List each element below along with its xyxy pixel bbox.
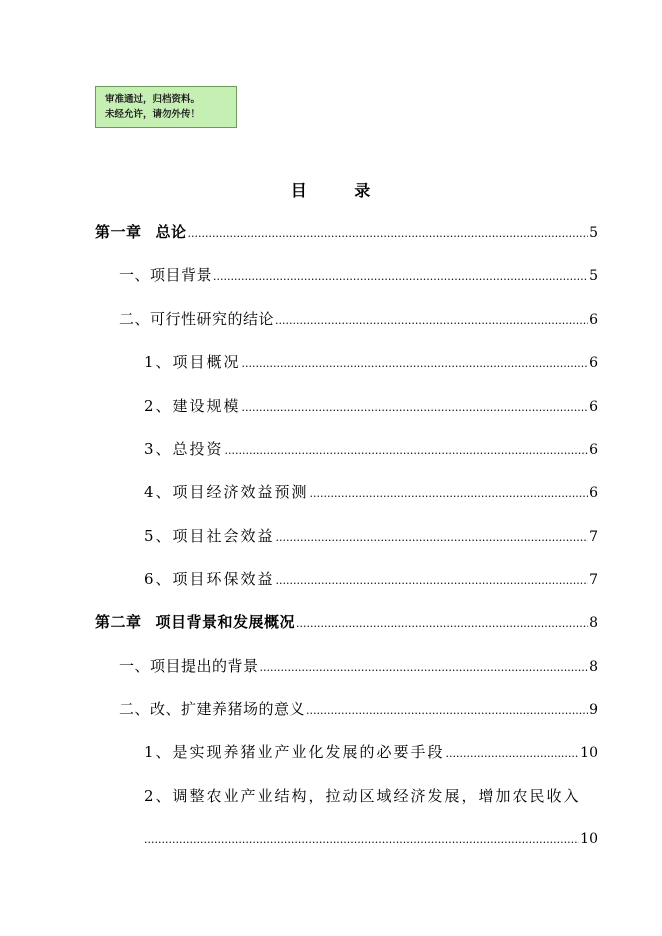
- toc-entry-label: 1、是实现养猪业产业化发展的必要手段: [144, 743, 445, 761]
- toc-page-number: 5: [589, 268, 598, 284]
- toc-entry-label-wrapped[interactable]: 2、调整农业产业结构，拉动区域经济发展，增加农民收入: [144, 787, 581, 805]
- toc-entry-chapter-2[interactable]: [95, 610, 598, 634]
- toc-page-number: 8: [589, 659, 598, 675]
- toc-title: [0, 178, 662, 201]
- toc-leader-dots: [242, 396, 589, 420]
- toc-leader-dots: [260, 656, 589, 680]
- toc-entry-label: 6、项目环保效益: [144, 570, 275, 588]
- toc-leader-dots: [188, 222, 589, 246]
- toc-entry-section[interactable]: [119, 697, 598, 721]
- toc-entry-label: 第二章 项目背景和发展概况: [95, 613, 296, 631]
- toc-entry-label: 一、项目提出的背景: [119, 657, 259, 675]
- toc-entry-subsection[interactable]: [144, 394, 598, 418]
- toc-page-number: 8: [589, 615, 598, 631]
- toc-leader-dots: [310, 482, 589, 506]
- toc-leader-dots: [242, 352, 589, 376]
- toc-title-char-2: 录: [354, 181, 372, 200]
- toc-entry-section[interactable]: [119, 307, 598, 331]
- toc-entry-section[interactable]: [119, 654, 598, 678]
- toc-entry-label: 5、项目社会效益: [144, 527, 275, 545]
- toc-entry-subsection[interactable]: [144, 524, 598, 548]
- toc-page-number: 7: [589, 529, 598, 545]
- toc-leader-dots: [276, 526, 589, 550]
- toc-entry-subsection[interactable]: [144, 740, 598, 764]
- toc-entry-label: 一、项目背景: [119, 266, 213, 284]
- toc-page-number: 6: [589, 312, 598, 328]
- toc-leader-dots: [276, 569, 589, 593]
- toc-leader-dots: [144, 828, 579, 852]
- toc-page-number: 6: [589, 399, 598, 415]
- toc-page-number: 5: [589, 225, 598, 241]
- toc-entry-subsection[interactable]: [144, 567, 598, 591]
- toc-entry-label: 1、项目概况: [144, 353, 241, 371]
- toc-entry-label: 2、建设规模: [144, 397, 241, 415]
- toc-entry-subsection-continuation[interactable]: [144, 827, 598, 851]
- toc-entry-label: 第一章 总论: [95, 223, 187, 241]
- toc-entry-label: 4、项目经济效益预测: [144, 483, 309, 501]
- toc-entry-subsection[interactable]: [144, 480, 598, 504]
- toc-leader-dots: [213, 265, 588, 289]
- toc-entry-label: 二、改、扩建养猪场的意义: [119, 700, 306, 718]
- toc-page-number: 10: [580, 745, 598, 761]
- stamp-line-2: 未经允许，请勿外传！: [105, 109, 201, 120]
- toc-leader-dots: [306, 699, 588, 723]
- approval-stamp: [95, 86, 237, 128]
- toc-entry-section[interactable]: [119, 263, 598, 287]
- toc-entry-subsection[interactable]: [144, 437, 598, 461]
- toc-page-number: 6: [589, 485, 598, 501]
- toc-entry-chapter-1[interactable]: [95, 220, 598, 244]
- toc-entry-subsection[interactable]: [144, 350, 598, 374]
- toc-leader-dots: [446, 742, 580, 766]
- toc-page-number: 9: [589, 702, 598, 718]
- toc-page-number: 10: [580, 831, 598, 847]
- stamp-line-1: 审准通过，归档资料。: [105, 94, 201, 105]
- toc-leader-dots: [296, 612, 588, 636]
- toc-page-number: 6: [589, 355, 598, 371]
- toc-entry-label: 3、总投资: [144, 440, 224, 458]
- toc-leader-dots: [225, 439, 589, 463]
- toc-page-number: 6: [589, 442, 598, 458]
- toc-leader-dots: [275, 309, 588, 333]
- toc-title-char-1: 目: [290, 181, 308, 200]
- toc-entry-label: 二、可行性研究的结论: [119, 310, 275, 328]
- toc-page-number: 7: [589, 572, 598, 588]
